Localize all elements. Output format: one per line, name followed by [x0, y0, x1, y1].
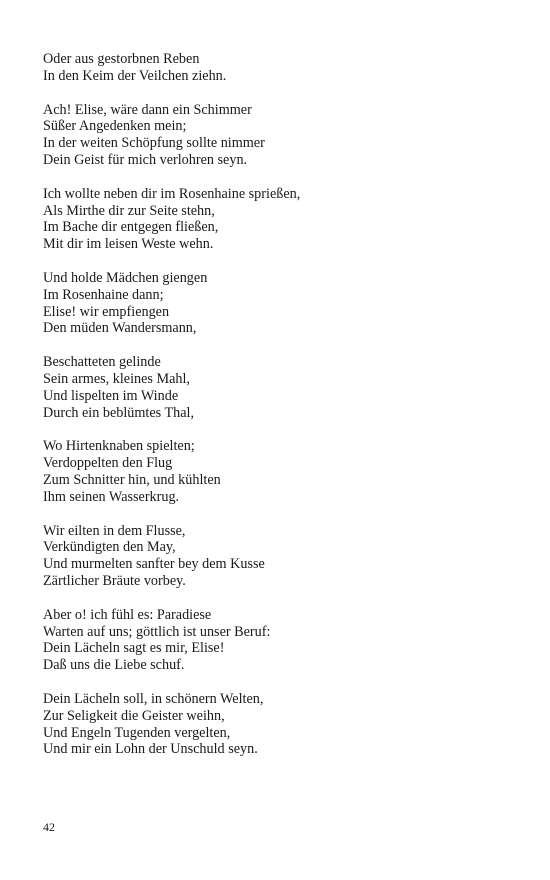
poem-line: Und mir ein Lohn der Unschuld seyn.: [43, 741, 258, 758]
poem-line: Im Rosenhaine dann;: [43, 286, 164, 303]
poem-line: Beschatteten gelinde: [43, 354, 161, 371]
poem-line: Ich wollte neben dir im Rosenhaine sprießen,: [43, 185, 301, 202]
poem-line: Dein Lächeln sagt es mir, Elise!: [43, 640, 225, 657]
poem-line: Durch ein beblümtes Thal,: [43, 404, 195, 421]
poem-line: Und holde Mädchen giengen: [43, 269, 208, 286]
poem-line: Sein armes, kleines Mahl,: [43, 370, 190, 387]
poem-line: Dein Lächeln soll, in schönern Welten,: [43, 690, 264, 707]
stanza-1: [43, 51, 513, 85]
poem-line: Den müden Wandersmann,: [43, 320, 197, 337]
stanza-5: [43, 354, 513, 421]
stanza-3: [43, 186, 513, 253]
poem-line: Wo Hirtenknaben spielten;: [43, 438, 195, 455]
poem-line: Und Engeln Tugenden vergelten,: [43, 724, 231, 741]
poem-line: Süßer Angedenken mein;: [43, 118, 187, 135]
poem-line: Verkündigten den May,: [43, 539, 176, 556]
poem-line: Zur Seligkeit die Geister weihn,: [43, 707, 225, 724]
poem-line: Im Bache dir entgegen fließen,: [43, 219, 219, 236]
poem-line: Mit dir im leisen Weste wehn.: [43, 236, 214, 253]
poem-line: Aber o! ich fühl es: Paradiese: [43, 606, 212, 623]
page-number: 42: [43, 820, 55, 834]
poem-line: Wir eilten in dem Flusse,: [43, 522, 186, 539]
poem-line: Und lispelten im Winde: [43, 387, 179, 404]
poem-line: Verdoppelten den Flug: [43, 455, 173, 472]
poem-line: Und murmelten sanfter bey dem Kusse: [43, 556, 265, 573]
poem-line: Als Mirthe dir zur Seite stehn,: [43, 202, 215, 219]
stanza-2: [43, 102, 513, 169]
poem-line: In der weiten Schöpfung sollte nimmer: [43, 135, 265, 152]
poem-line: Ihm seinen Wasserkrug.: [43, 488, 180, 505]
poem-text: [43, 51, 513, 775]
stanza-9: [43, 691, 513, 758]
poem-line: Oder aus gestorbnen Reben: [43, 51, 200, 67]
poem-line: Zärtlicher Bräute vorbey.: [43, 572, 186, 589]
poem-line: Daß uns die Liebe schuf.: [43, 657, 185, 674]
stanza-6: [43, 438, 513, 505]
poem-line: Ach! Elise, wäre dann ein Schimmer: [43, 101, 252, 118]
poem-line: Warten auf uns; göttlich ist unser Beruf:: [43, 623, 271, 640]
poem-line: In den Keim der Veilchen ziehn.: [43, 67, 227, 84]
poem-line: Elise! wir empfiengen: [43, 303, 170, 320]
poem-line: Zum Schnitter hin, und kühlten: [43, 471, 221, 488]
poem-line: Dein Geist für mich verlohren seyn.: [43, 151, 248, 168]
stanza-4: [43, 270, 513, 337]
stanza-8: [43, 607, 513, 674]
stanza-7: [43, 523, 513, 590]
